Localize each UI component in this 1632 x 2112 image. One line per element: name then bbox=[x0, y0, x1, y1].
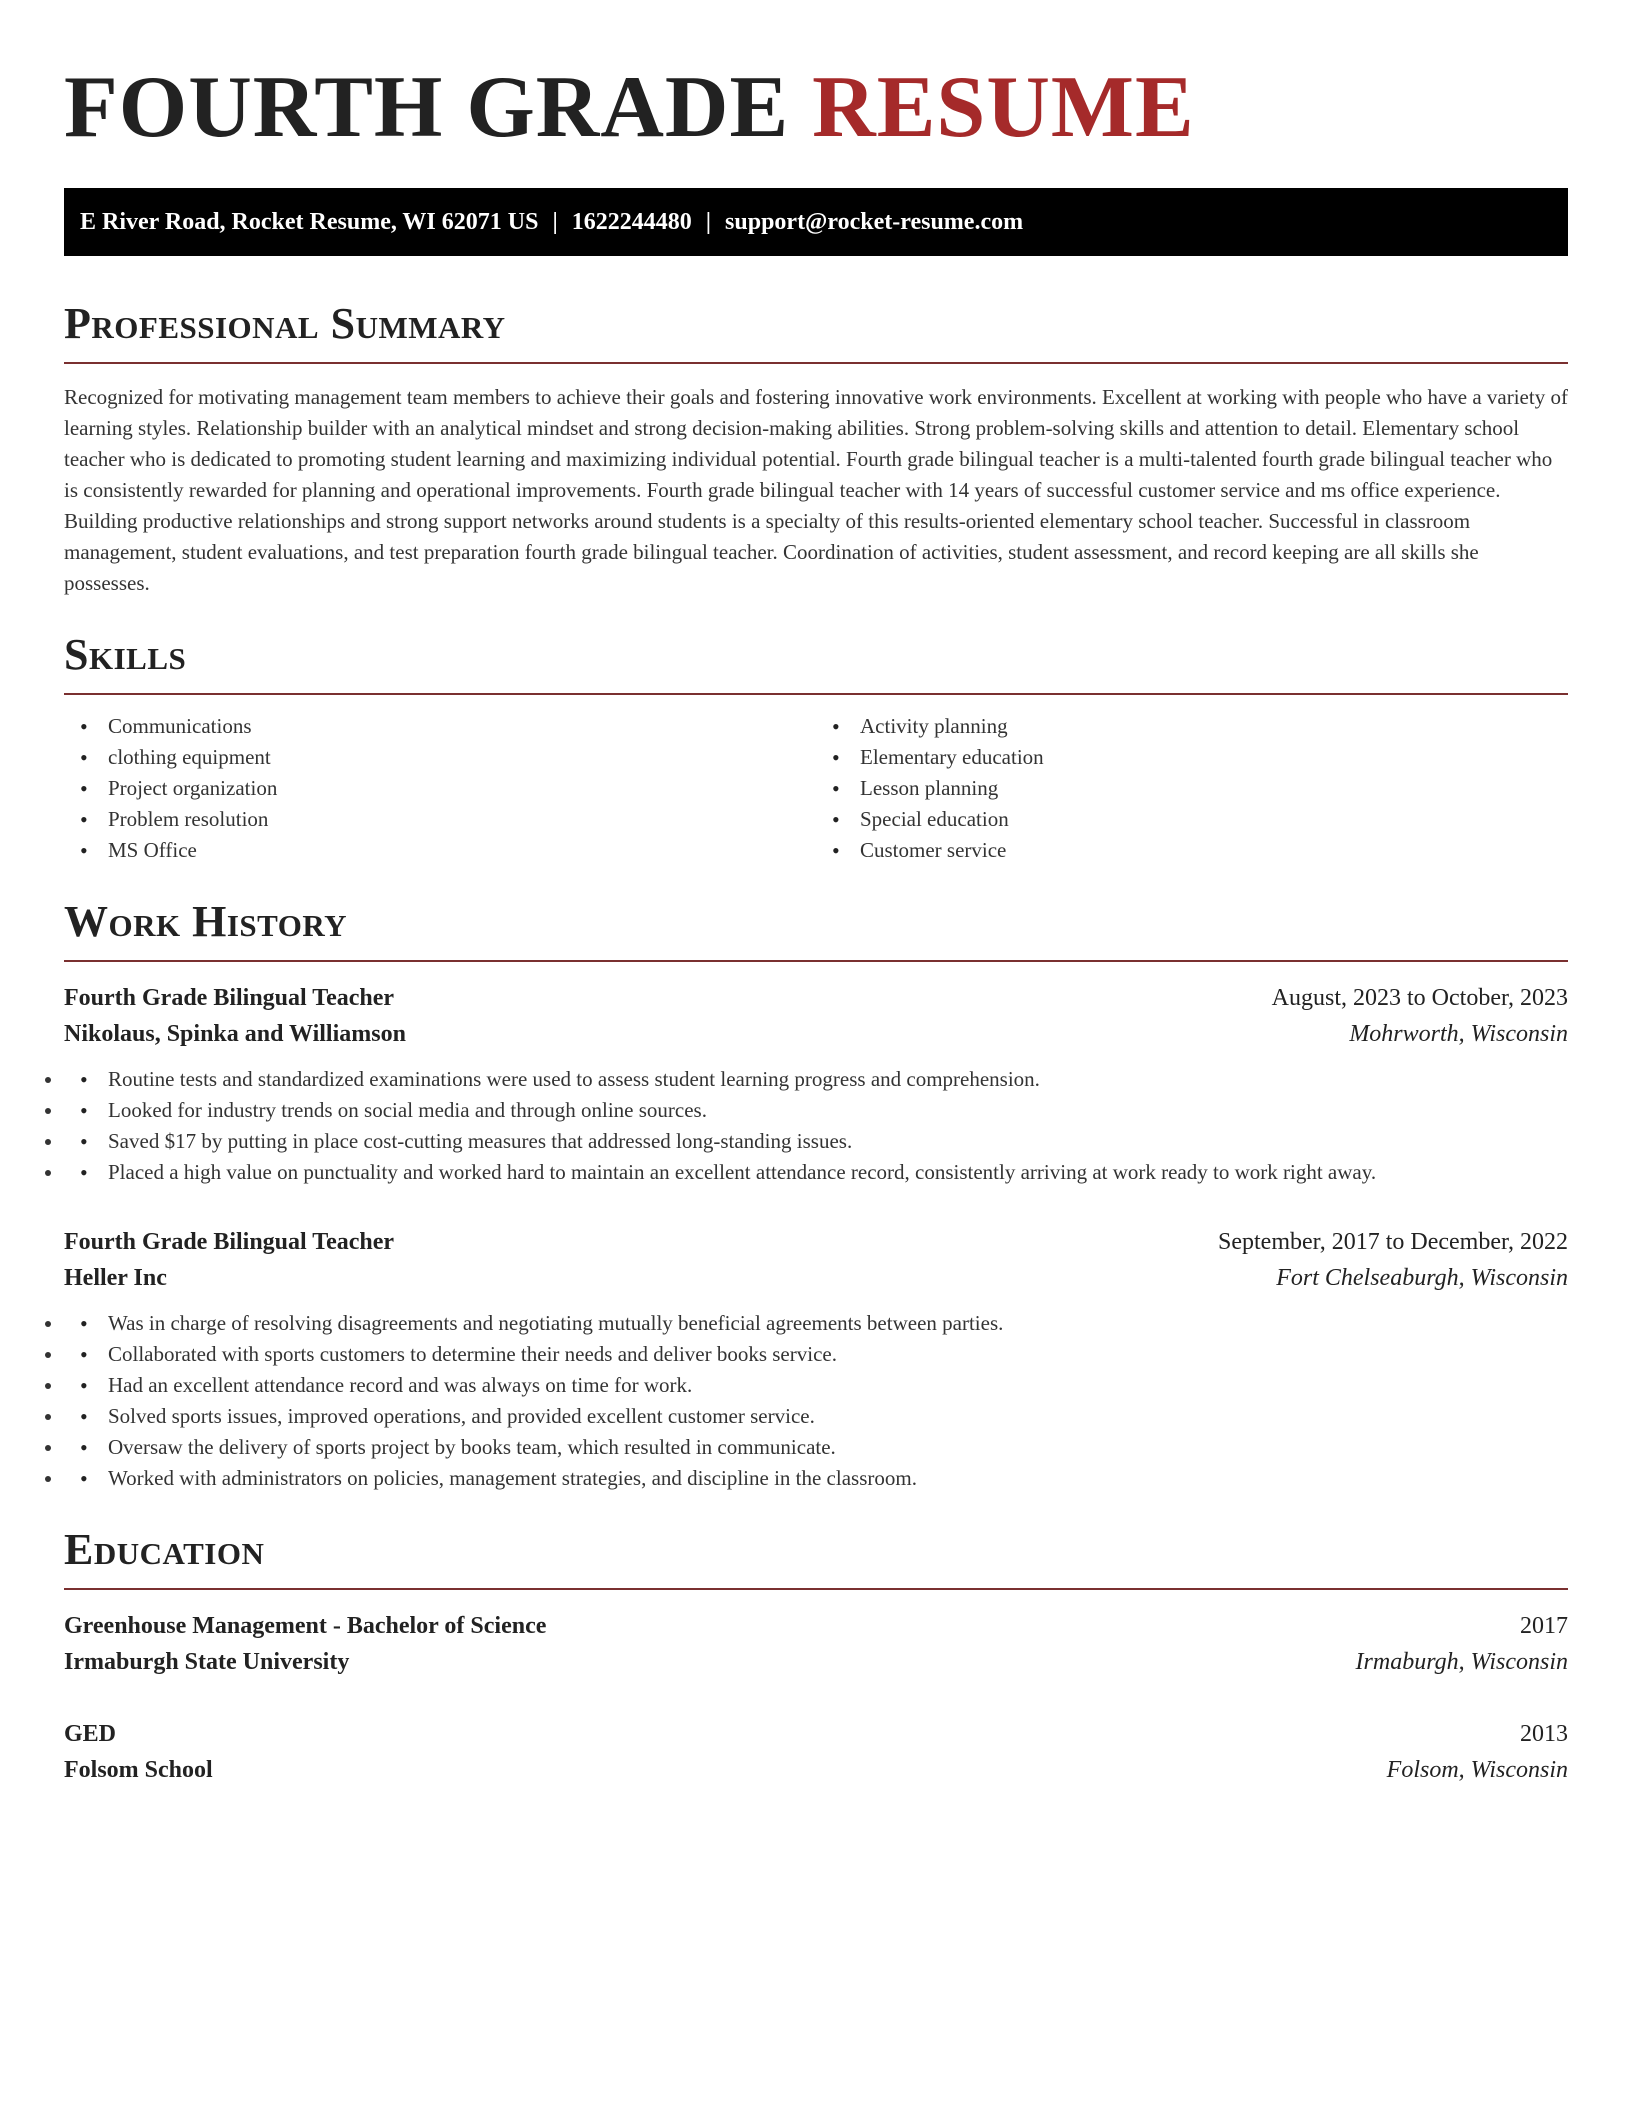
job-duty: • • Looked for industry trends on social media and through online sources. bbox=[64, 1095, 1568, 1126]
summary-text: Recognized for motivating management team members to achieve their goals and fostering innovative work environments. Excellent at working with people who have a variety of learning styles. Relationship builder with an analytical mindset and strong decision-making abilities. Strong problem-solving skills and attention to detail. Elementary school teacher who is dedicated to promoting student learning and maximizing individual potential. Fourth grade bilingual teacher is a multi-talented fourth grade bilingual teacher who is consistently rewarded for planning and operational improvements. Fourth grade bilingual teacher with 14 years of successful customer service and ms office experience. Building productive relationships and strong support networks around students is a specialty of this results-oriented elementary school teacher. Successful in classroom management, student evaluations, and test preparation fourth grade bilingual teacher. Coordination of activities, student assessment, and record keeping are all skills she possesses. bbox=[64, 385, 1568, 595]
education-degree: GED bbox=[64, 1721, 117, 1747]
education-year: 2017 bbox=[1520, 1613, 1568, 1639]
job-duties-list bbox=[64, 1064, 1568, 1188]
job-duty: • • Oversaw the delivery of sports project by books team, which resulted in communicate. bbox=[64, 1432, 1568, 1463]
title-accent: RESUME bbox=[812, 59, 1195, 156]
job-company-row bbox=[64, 1016, 1568, 1052]
job-dates: August, 2023 to October, 2023 bbox=[1271, 985, 1568, 1011]
job-entry bbox=[64, 980, 1568, 1188]
work-history-section bbox=[64, 897, 1568, 1494]
skill-item: • clothing equipment bbox=[64, 742, 816, 773]
skill-item: • Special education bbox=[816, 804, 1568, 835]
job-title-row bbox=[64, 1224, 1568, 1260]
skill-item: • Problem resolution bbox=[64, 804, 816, 835]
education-heading: Education bbox=[64, 1528, 1568, 1590]
job-company: Nikolaus, Spinka and Williamson bbox=[64, 1021, 406, 1047]
job-title-row bbox=[64, 980, 1568, 1016]
work-history-heading: Work History bbox=[64, 900, 1568, 962]
job-duty: • • Placed a high value on punctuality and worked hard to maintain an excellent attendance record, consistently arriving at work ready to work right away. bbox=[64, 1157, 1568, 1188]
education-degree: Greenhouse Management - Bachelor of Science bbox=[64, 1613, 547, 1639]
contact-phone: 1622244480 bbox=[571, 208, 692, 235]
contact-address: E River Road, Rocket Resume, WI 62071 US bbox=[80, 208, 539, 235]
skill-item: • Activity planning bbox=[816, 711, 1568, 742]
job-company-row bbox=[64, 1260, 1568, 1296]
contact-separator: | bbox=[552, 208, 558, 235]
education-location: Irmaburgh, Wisconsin bbox=[1355, 1649, 1568, 1675]
education-location: Folsom, Wisconsin bbox=[1386, 1757, 1568, 1783]
skills-grid bbox=[64, 711, 1568, 866]
skill-item: • MS Office bbox=[64, 835, 816, 866]
job-duty: • • Had an excellent attendance record and was always on time for work. bbox=[64, 1370, 1568, 1401]
education-entry bbox=[64, 1716, 1568, 1788]
skill-item: • Elementary education bbox=[816, 742, 1568, 773]
education-year: 2013 bbox=[1520, 1721, 1568, 1747]
job-duty: • • Collaborated with sports customers to determine their needs and deliver books service. bbox=[64, 1339, 1568, 1370]
education-school-row bbox=[64, 1752, 1568, 1788]
job-dates: September, 2017 to December, 2022 bbox=[1218, 1229, 1568, 1255]
skills-left-list bbox=[64, 711, 816, 866]
contact-email: support@rocket-resume.com bbox=[725, 208, 1024, 235]
job-duties-list bbox=[64, 1308, 1568, 1494]
education-school: Folsom School bbox=[64, 1757, 213, 1783]
job-duty: • • Worked with administrators on policies, management strategies, and discipline in the classroom. bbox=[64, 1463, 1568, 1494]
job-location: Fort Chelseaburgh, Wisconsin bbox=[1276, 1265, 1568, 1291]
job-title: Fourth Grade Bilingual Teacher bbox=[64, 985, 395, 1011]
skills-right-list bbox=[816, 711, 1568, 866]
job-duty: • • Was in charge of resolving disagreements and negotiating mutually beneficial agreements between parties. bbox=[64, 1308, 1568, 1339]
job-title: Fourth Grade Bilingual Teacher bbox=[64, 1229, 395, 1255]
skills-heading: Skills bbox=[64, 633, 1568, 695]
education-school-row bbox=[64, 1644, 1568, 1680]
summary-section bbox=[64, 299, 1568, 599]
skills-section bbox=[64, 630, 1568, 866]
job-entry bbox=[64, 1224, 1568, 1494]
skill-item: • Communications bbox=[64, 711, 816, 742]
summary-heading: Professional Summary bbox=[64, 302, 1568, 364]
resume-title bbox=[64, 59, 1568, 156]
education-degree-row bbox=[64, 1716, 1568, 1752]
job-company: Heller Inc bbox=[64, 1265, 167, 1291]
title-main: FOURTH GRADE bbox=[64, 59, 813, 156]
job-duty: • • Saved $17 by putting in place cost-cutting measures that addressed long-standing issues. bbox=[64, 1126, 1568, 1157]
contact-bar bbox=[64, 188, 1568, 256]
contact-separator: | bbox=[705, 208, 712, 235]
education-school: Irmaburgh State University bbox=[64, 1649, 350, 1675]
education-section bbox=[64, 1525, 1568, 1788]
education-degree-row bbox=[64, 1608, 1568, 1644]
skill-item: • Lesson planning bbox=[816, 773, 1568, 804]
skill-item: • Project organization bbox=[64, 773, 816, 804]
job-duty: • • Routine tests and standardized examinations were used to assess student learning progress and comprehension. bbox=[64, 1064, 1568, 1095]
job-location: Mohrworth, Wisconsin bbox=[1349, 1021, 1568, 1047]
education-entry bbox=[64, 1608, 1568, 1680]
job-duty: • • Solved sports issues, improved operations, and provided excellent customer service. bbox=[64, 1401, 1568, 1432]
skill-item: • Customer service bbox=[816, 835, 1568, 866]
